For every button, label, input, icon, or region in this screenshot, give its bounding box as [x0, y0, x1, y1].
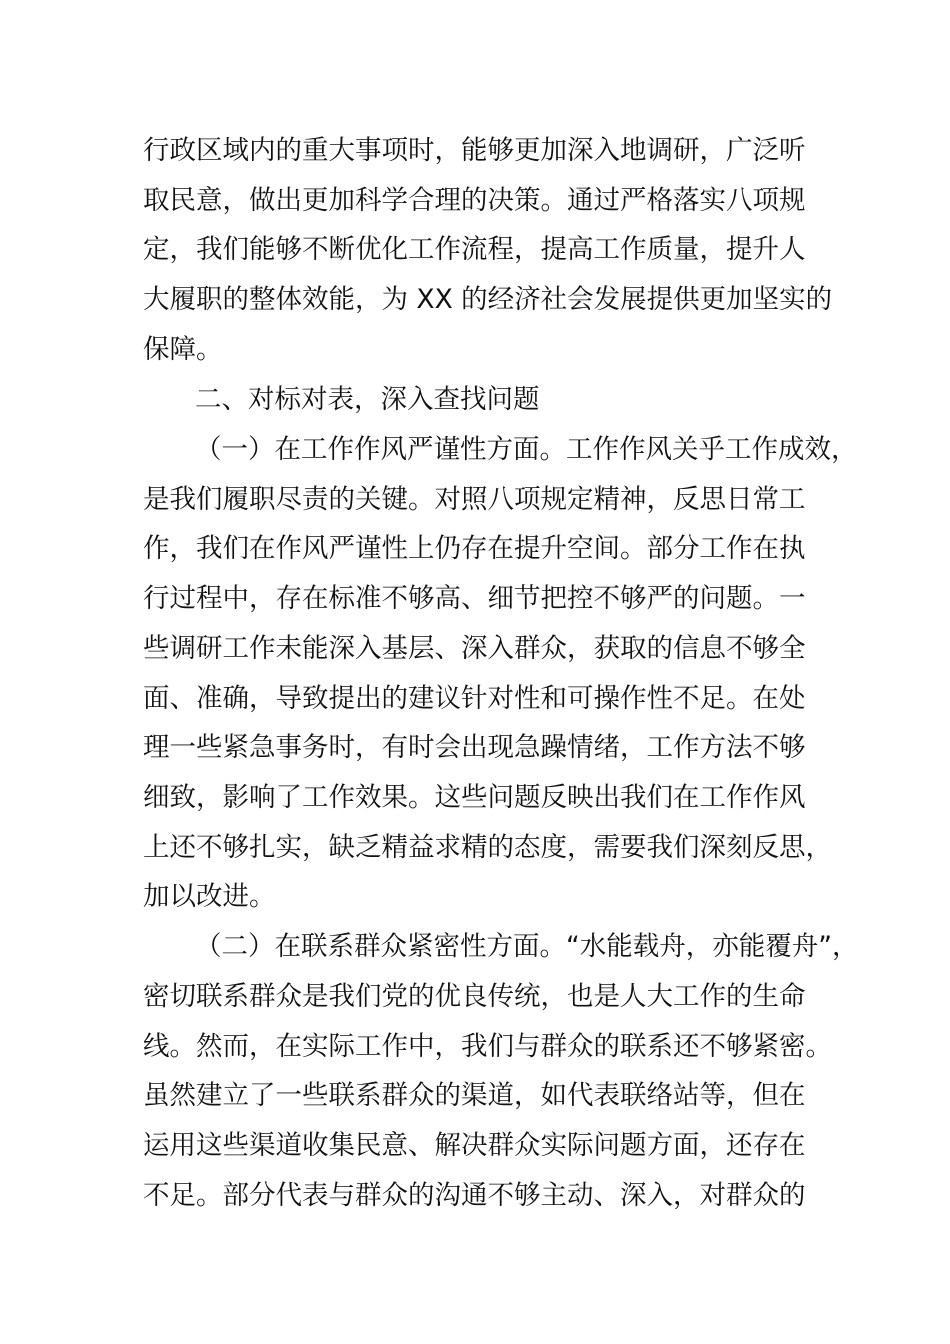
text-line: 是我们履职尽责的关键。对照八项规定精神，反思日常工 — [143, 484, 806, 515]
text-line: 不足。部分代表与群众的沟通不够主动、深入，对群众的 — [143, 1180, 806, 1211]
section-heading: 二、对标对表，深入查找问题 — [195, 384, 540, 415]
text-line: 面、准确，导致提出的建议针对性和可操作性不足。在处 — [143, 683, 806, 714]
text-line: 密切联系群众是我们党的优良传统，也是人大工作的生命 — [143, 981, 806, 1012]
text-line: 上还不够扎实，缺乏精益求精的态度，需要我们深刻反思， — [143, 832, 832, 863]
text-line: 加以改进。 — [143, 881, 276, 912]
text-line: 些调研工作未能深入基层、深入群众，获取的信息不够全 — [143, 633, 806, 664]
text-line: 保障。 — [143, 334, 223, 365]
text-line: 行政区域内的重大事项时，能够更加深入地调研，广泛听 — [143, 135, 806, 166]
text-line: 虽然建立了一些联系群众的渠道，如代表联络站等，但在 — [143, 1080, 806, 1111]
text-line: 线。然而，在实际工作中，我们与群众的联系还不够紧密。 — [143, 1031, 832, 1062]
text-line: （一）在工作作风严谨性方面。工作作风关乎工作成效， — [195, 434, 858, 465]
text-line: 作，我们在作风严谨性上仍存在提升空间。部分工作在执 — [143, 533, 806, 564]
text-line: （二）在联系群众紧密性方面。“水能载舟，亦能覆舟”， — [195, 931, 859, 962]
text-line: 运用这些渠道收集民意、解决群众实际问题方面，还存在 — [143, 1130, 806, 1161]
text-line: 取民意，做出更加科学合理的决策。通过严格落实八项规 — [143, 185, 806, 216]
text-line: 定，我们能够不断优化工作流程，提高工作质量，提升人 — [143, 234, 806, 265]
text-line: 行过程中，存在标准不够高、细节把控不够严的问题。一 — [143, 583, 806, 614]
text-line: 细致，影响了工作效果。这些问题反映出我们在工作作风 — [143, 782, 806, 813]
text-line: 大履职的整体效能，为 XX 的经济社会发展提供更加坚实的 — [143, 284, 833, 315]
text-line: 理一些紧急事务时，有时会出现急躁情绪，工作方法不够 — [143, 732, 806, 763]
